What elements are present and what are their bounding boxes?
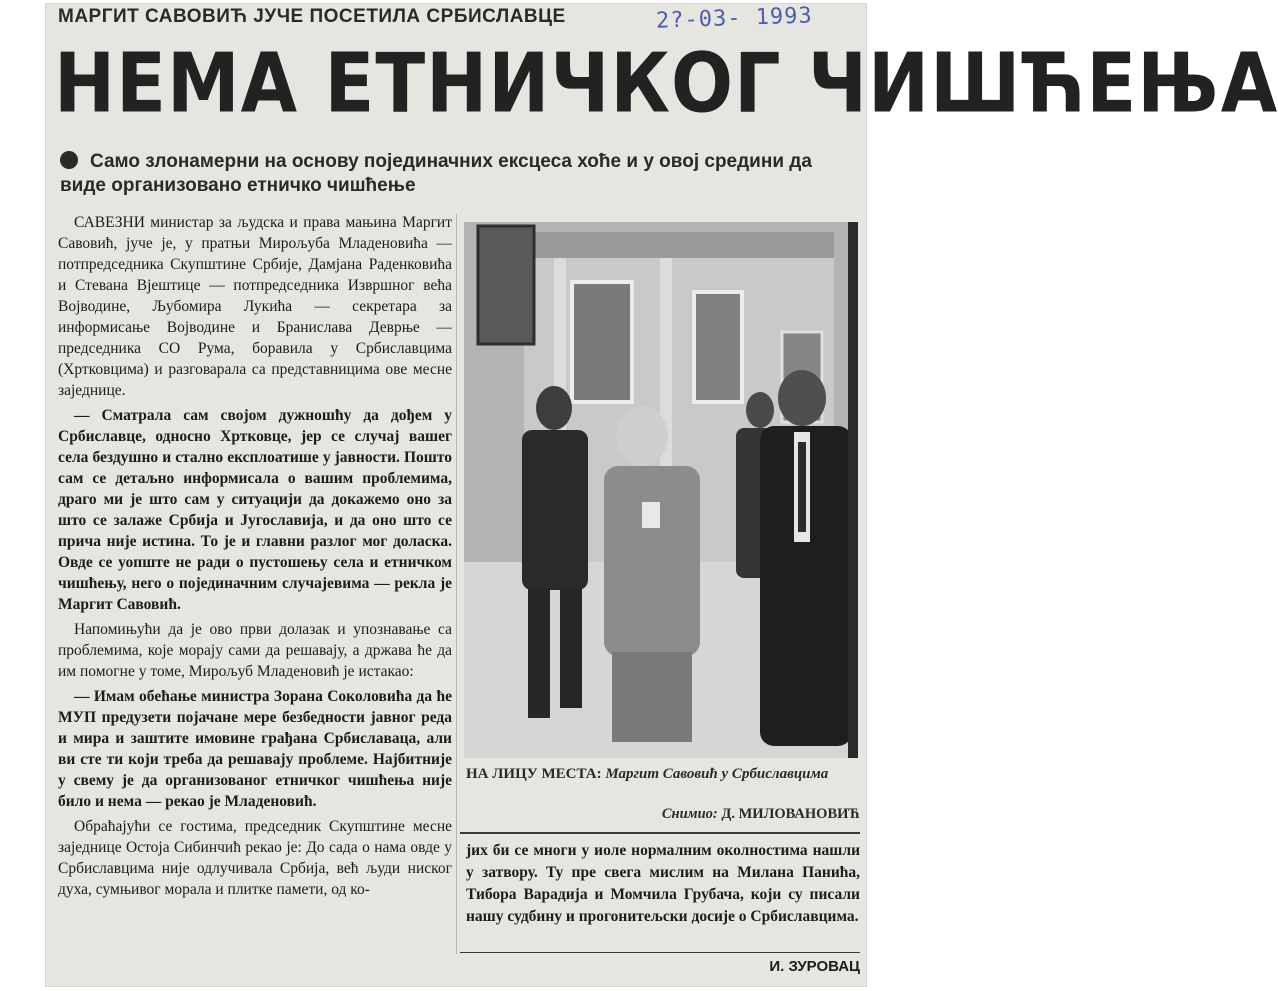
paragraph-quote-mladenovic: — Имам обећање министра Зорана Соколовића да ће МУП предузети појачане мере безбедности јавног реда и мира и заштите имовине грађана Србиславаца, али ви сте ти који треба да решавају проблеме. Најбитније у свему је да организованог етничког чишћења није било и нема — рекао је Младеновић. <box>58 688 452 810</box>
deck-text: Само злонамерни на основу појединачних ексцеса хоће и у овој средини да виде организовано етничко чишћење <box>60 151 812 196</box>
credit-name: Д. МИЛОВАНОВИЋ <box>721 806 860 822</box>
paragraph-continuation: јих би се многи у иоле нормалним околностима нашли у затвору. Ту пре свега мислим на Милана Панића, Тибора Варадија и Момчила Грубача, који су писали нашу судбину и прогонитељски досије о Србиславцима. <box>466 842 860 925</box>
photo-illustration <box>464 222 858 758</box>
paragraph-intro: САВЕЗНИ министар за људска и права мањина Маргит Савовић, јуче је, у пратњи Мирољуба Младеновића — потпредседника Скупштине Србије, Дамјана Раденковића и Стевана Вјештице — потпредседника Извршног већа Војводине, Љубомира Лукића — секретара за информисање Војводине и Бранислава Деврње — председника СО Рума, боравила у Србиславцима (Хртковцима) и разговарала са представницима ове месне заједнице. <box>58 214 452 399</box>
column-divider <box>456 214 457 954</box>
author-byline: И. ЗУРОВАЦ <box>769 958 860 975</box>
photo-credit <box>560 806 860 823</box>
paragraph-quote-savovic: — Сматрала сам својом дужношћу да дођем у Србиславце, односно Хртковце, јер се случај вашег села бездушно и стално експлоатише у јавности. Пошто сам се детаљно информисала о вашим проблемима, драго ми је што сам у ситуацији да докажемо оно за што се залаже Србија и Југославија, и да оно што се прича није истина. То је и главни разлог мог доласка. Овде се уопште не ради о пустошењу села и етничком чишћењу, него о појединачним случајевима — рекла је Маргит Савовић. <box>58 407 452 613</box>
bullet-icon <box>60 151 78 169</box>
caption-text: Маргит Савовић у Србиславцима <box>605 766 829 782</box>
article-right-column <box>466 840 860 928</box>
date-stamp: 2?-03- 1993 <box>655 3 814 34</box>
credit-label: Снимио: <box>661 806 718 822</box>
kicker: МАРГИТ САВОВИЋ ЈУЧЕ ПОСЕТИЛА СРБИСЛАВЦЕ <box>58 6 566 27</box>
article-left-column <box>58 212 452 982</box>
paragraph-sibincic: Обраћајући се гостима, председник Скупштине месне заједнице Остоја Сибинчић рекао је: До сада о нама овде у Србиславцима није одлучивала Србија, већ људи ниског духа, сумњивог морала и плитке памети, од ко- <box>58 818 452 898</box>
caption-lead: НА ЛИЦУ МЕСТА: <box>466 766 602 782</box>
rule-bottom <box>460 952 860 953</box>
deck <box>60 150 860 198</box>
paragraph-mladenovic-intro: Напомињући да је ово први долазак и упознавање са проблемима, које морају сами да решавају, а држава ће да им помогне у томе, Мирољуб Младеновић је истакао: <box>58 621 452 680</box>
headline: НЕМА ЕТНИЧКОГ ЧИШЋЕЊА <box>54 36 1278 132</box>
news-photo <box>464 222 858 758</box>
photo-caption <box>466 764 860 784</box>
rule-top <box>460 832 860 834</box>
